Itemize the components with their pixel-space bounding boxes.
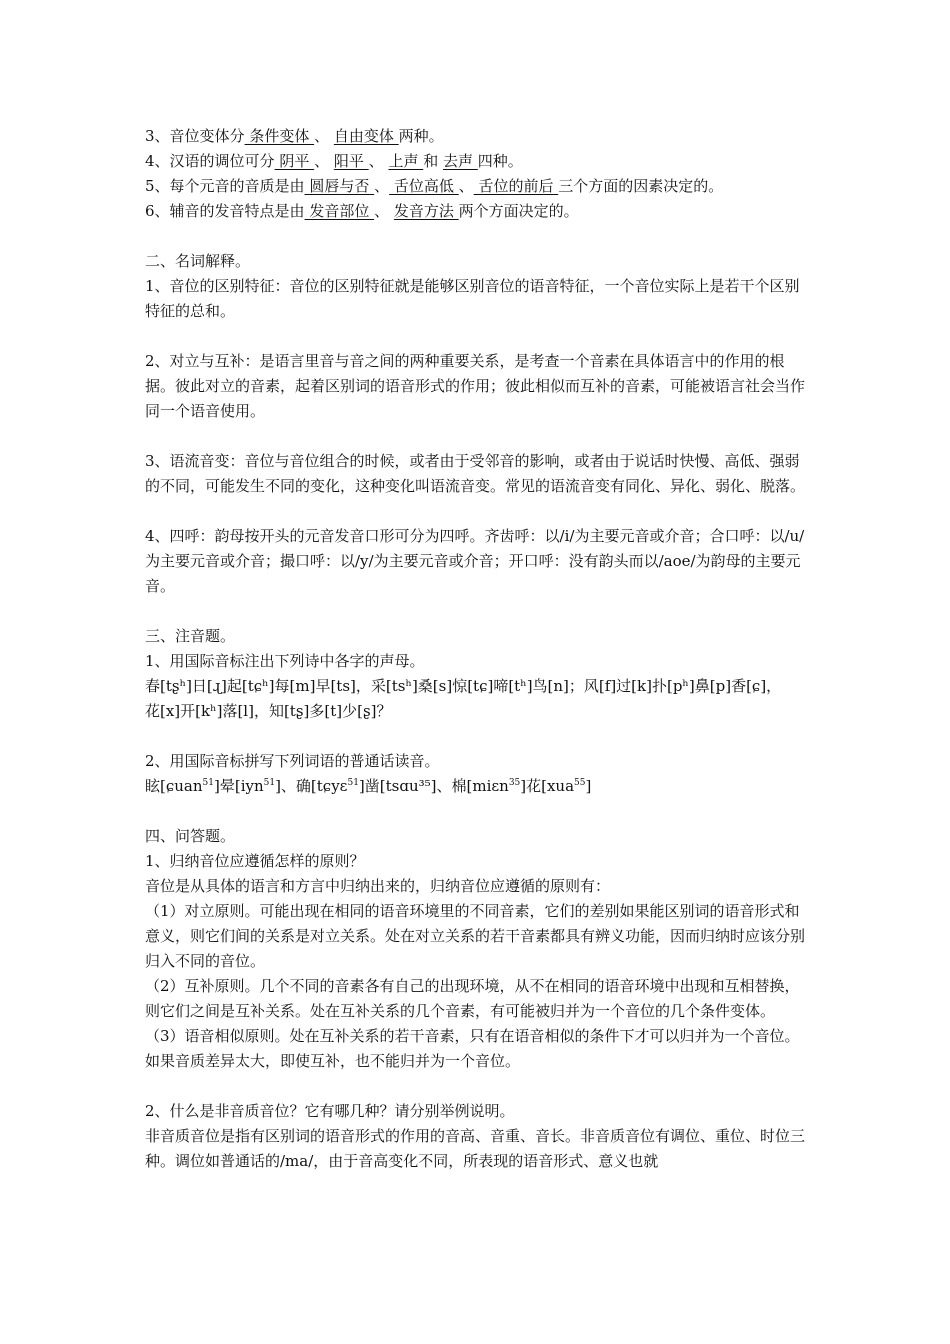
fill-question-4 bbox=[145, 149, 810, 174]
blank-line bbox=[145, 224, 810, 249]
question-text: 和 bbox=[423, 152, 443, 170]
question-text: 两种。 bbox=[398, 127, 444, 145]
poem-line-2: 花[x]开[kʰ]落[l]，知[tʂ]多[t]少[ʂ]？ bbox=[145, 702, 392, 720]
section-heading-terms: 二、名词解释。 bbox=[145, 252, 251, 270]
poem-line-1: 春[tʂʰ]日[ɻ]起[tɕʰ]每[m]早[ts]，采[tsʰ]桑[s]惊[tɕ]啼[tʰ]鸟[n]；风[f]过[k]扑[pʰ]鼻[p]香[ɕ]， bbox=[145, 677, 782, 695]
blank-line bbox=[145, 1074, 810, 1099]
answer-blank: 自由变体 bbox=[333, 127, 399, 145]
answer-blank: 发音方法 bbox=[393, 202, 459, 220]
fill-question-3 bbox=[145, 124, 810, 149]
question-text: 3、音位变体分 bbox=[145, 127, 245, 145]
section-heading-qa: 四、问答题。 bbox=[145, 827, 236, 845]
tone-number: 51 bbox=[263, 778, 276, 788]
qa-answer-similarity: （3）语音相似原则。处在互补关系的若干音素，只有在语音相似的条件下才可以归并为一个音位。如果音质差异太大，即使互补，也不能归并为一个音位。 bbox=[145, 1027, 800, 1070]
tone-number: 51 bbox=[202, 778, 214, 788]
fill-question-6 bbox=[145, 199, 810, 224]
blank-line bbox=[145, 499, 810, 524]
question-text: 、 bbox=[368, 152, 389, 170]
question-text: 、 bbox=[314, 152, 334, 170]
qa-answer-opposition: （1）对立原则。可能出现在相同的语音环境里的不同音素，它们的差别如果能区别词的语音形式和意义，则它们间的关系是对立关系。处在对立关系的若干音素都具有辨义功能，因而归纳时应该分别归入不同的音位。 bbox=[145, 902, 806, 970]
transcription-text: ]、确[tɕyɛ bbox=[275, 777, 348, 795]
transcription-text: ]凿[tsɑu³⁵]、棉[miɛn bbox=[358, 777, 509, 795]
transcription-text: 眩[ɕuan bbox=[145, 777, 203, 795]
answer-blank: 阴平 bbox=[274, 152, 315, 170]
question-text: 三个方面的因素决定的。 bbox=[558, 177, 724, 195]
transcription-text: ]晕[iyn bbox=[213, 777, 264, 795]
phonetic-question-1: 1、用国际音标注出下列诗中各字的声母。 bbox=[145, 652, 425, 670]
question-text: 四种。 bbox=[477, 152, 523, 170]
blank-line bbox=[145, 724, 810, 749]
section-heading-phonetic: 三、注音题。 bbox=[145, 627, 236, 645]
term-distinctive-features: 1、音位的区别特征：音位的区别特征就是能够区别音位的语音特征，一个音位实际上是若干个区别特征的总和。 bbox=[145, 277, 800, 320]
answer-blank: 阳平 bbox=[333, 152, 369, 170]
answer-blank: 舌位的前后 bbox=[473, 177, 559, 195]
blank-line bbox=[145, 799, 810, 824]
question-text: 、 bbox=[374, 202, 394, 220]
qa-answer-complementation: （2）互补原则。几个不同的音素各有自己的出现环境，从不在相同的语音环境中出现和互相替换，则它们之间是互补关系。处在互补关系的几个音素，有可能被归并为一个音位的几个条件变体。 bbox=[145, 977, 800, 1020]
question-text: 、 bbox=[458, 177, 474, 195]
question-text: 、 bbox=[374, 177, 390, 195]
question-text: 4、汉语的调位可分 bbox=[145, 152, 275, 170]
answer-blank: 去声 bbox=[443, 152, 478, 170]
answer-blank: 舌位高低 bbox=[389, 177, 459, 195]
answer-blank: 发音部位 bbox=[304, 202, 375, 220]
phonetic-question-2: 2、用国际音标拼写下列词语的普通话读音。 bbox=[145, 752, 440, 770]
answer-blank: 圆唇与否 bbox=[304, 177, 375, 195]
qa-answer-intro: 音位是从具体的语言和方言中归纳出来的，归纳音位应遵循的原则有： bbox=[145, 877, 611, 895]
transcription-line bbox=[145, 774, 810, 799]
tone-number: 51 bbox=[347, 778, 359, 788]
tone-number: 35 bbox=[508, 778, 521, 788]
transcription-text: ]花[xua bbox=[520, 777, 575, 795]
blank-line bbox=[145, 324, 810, 349]
tone-number: 55 bbox=[574, 778, 586, 788]
question-text: 6、辅音的发音特点是由 bbox=[145, 202, 305, 220]
blank-line bbox=[145, 424, 810, 449]
term-four-hu: 4、四呼：韵母按开头的元音发音口形可分为四呼。齐齿呼：以/i/为主要元音或介音；合口呼：以/u/为主要元音或介音；撮口呼：以/y/为主要元音或介音；开口呼：没有韵头而以/aoe/为韵母的主要元音。 bbox=[145, 527, 805, 595]
document-body bbox=[145, 124, 810, 1174]
question-text: 两个方面决定的。 bbox=[458, 202, 579, 220]
question-text: 、 bbox=[314, 127, 334, 145]
answer-blank: 条件变体 bbox=[244, 127, 315, 145]
answer-blank: 上声 bbox=[388, 152, 424, 170]
transcription-text: ] bbox=[585, 777, 592, 795]
question-text: 5、每个元音的音质是由 bbox=[145, 177, 305, 195]
term-opposition-complementation: 2、对立与互补：是语言里音与音之间的两种重要关系，是考查一个音素在具体语言中的作用的根据。彼此对立的音素，起着区别词的语音形式的作用；彼此相似而互补的音素，可能被语言社会当作同一个语音使用。 bbox=[145, 352, 806, 420]
qa-question-2: 2、什么是非音质音位？它有哪几种？请分别举例说明。 bbox=[145, 1102, 515, 1120]
fill-question-5 bbox=[145, 174, 810, 199]
term-sandhi: 3、语流音变：音位与音位组合的时候，或者由于受邻音的影响，或者由于说话时快慢、高低、强弱的不同，可能发生不同的变化，这种变化叫语流音变。常见的语流音变有同化、异化、弱化、脱落。 bbox=[145, 452, 806, 495]
qa-question-1: 1、归纳音位应遵循怎样的原则？ bbox=[145, 852, 365, 870]
qa-answer-suprasegmental: 非音质音位是指有区别词的语音形式的作用的音高、音重、音长。非音质音位有调位、重位、时位三种。调位如普通话的/ma/，由于音高变化不同，所表现的语音形式、意义也就 bbox=[145, 1127, 806, 1170]
blank-line bbox=[145, 599, 810, 624]
